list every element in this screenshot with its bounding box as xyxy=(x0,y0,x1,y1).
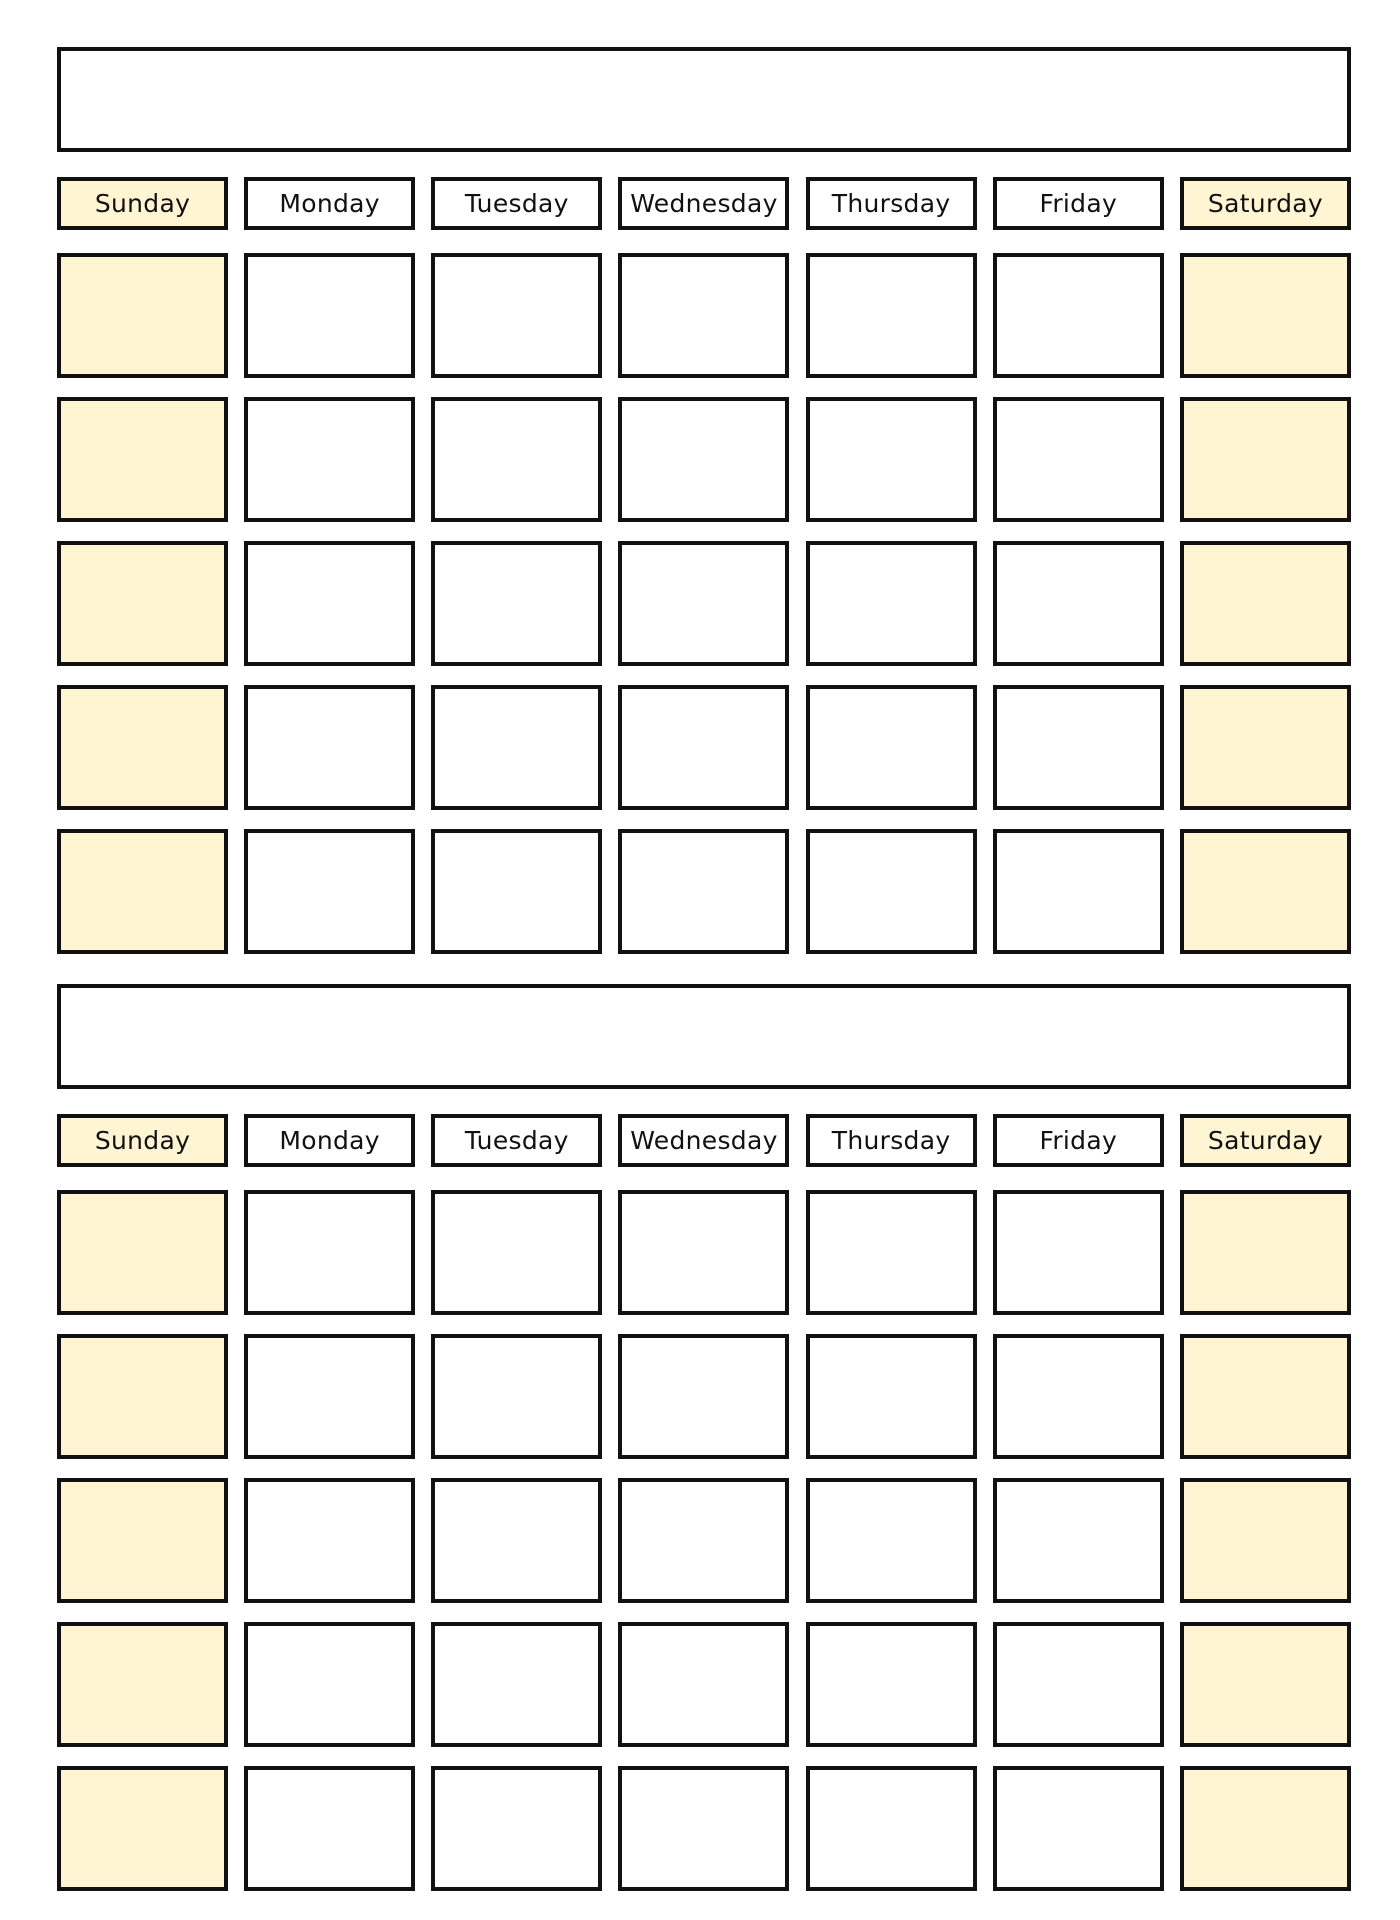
day-cell[interactable] xyxy=(244,829,415,954)
day-header-monday: Monday xyxy=(244,177,415,230)
day-header-wednesday: Wednesday xyxy=(618,177,789,230)
day-cell[interactable] xyxy=(57,1478,228,1603)
day-cell[interactable] xyxy=(431,1622,602,1747)
day-cell[interactable] xyxy=(1180,541,1351,666)
day-cell[interactable] xyxy=(244,1622,415,1747)
day-cell[interactable] xyxy=(806,685,977,810)
day-cell[interactable] xyxy=(618,1478,789,1603)
day-header-tuesday: Tuesday xyxy=(431,177,602,230)
day-cell[interactable] xyxy=(1180,1334,1351,1459)
day-cell[interactable] xyxy=(431,1190,602,1315)
day-cell[interactable] xyxy=(806,1190,977,1315)
day-cell[interactable] xyxy=(57,685,228,810)
day-cell[interactable] xyxy=(244,1334,415,1459)
day-cell[interactable] xyxy=(57,1190,228,1315)
day-cell[interactable] xyxy=(431,685,602,810)
day-cell[interactable] xyxy=(1180,1622,1351,1747)
day-cell[interactable] xyxy=(57,1766,228,1891)
day-cell[interactable] xyxy=(618,1622,789,1747)
day-cell[interactable] xyxy=(993,253,1164,378)
day-cell[interactable] xyxy=(57,397,228,522)
day-cell[interactable] xyxy=(244,253,415,378)
day-header-wednesday: Wednesday xyxy=(618,1114,789,1167)
day-cell[interactable] xyxy=(806,253,977,378)
day-header-saturday: Saturday xyxy=(1180,177,1351,230)
day-cell[interactable] xyxy=(431,1766,602,1891)
day-cell[interactable] xyxy=(806,1478,977,1603)
day-cell[interactable] xyxy=(993,829,1164,954)
day-cell[interactable] xyxy=(993,685,1164,810)
day-cell[interactable] xyxy=(993,397,1164,522)
day-cell[interactable] xyxy=(618,685,789,810)
day-cell[interactable] xyxy=(244,397,415,522)
calendar-month-1 xyxy=(57,47,1351,954)
calendar-month-2 xyxy=(57,984,1351,1891)
day-cell[interactable] xyxy=(618,829,789,954)
calendar-sheet xyxy=(57,47,1351,1891)
month-title-box[interactable] xyxy=(57,984,1351,1089)
day-header-monday: Monday xyxy=(244,1114,415,1167)
day-cell[interactable] xyxy=(618,1190,789,1315)
day-cell[interactable] xyxy=(244,1766,415,1891)
day-cell[interactable] xyxy=(244,541,415,666)
day-cell[interactable] xyxy=(1180,397,1351,522)
day-cell[interactable] xyxy=(244,685,415,810)
day-cell[interactable] xyxy=(618,1334,789,1459)
day-header-sunday: Sunday xyxy=(57,177,228,230)
day-cell[interactable] xyxy=(244,1190,415,1315)
day-cell[interactable] xyxy=(1180,829,1351,954)
day-header-saturday: Saturday xyxy=(1180,1114,1351,1167)
weekday-header-row xyxy=(57,1114,1351,1167)
day-cell[interactable] xyxy=(431,829,602,954)
day-header-friday: Friday xyxy=(993,177,1164,230)
day-cell[interactable] xyxy=(1180,253,1351,378)
day-cell[interactable] xyxy=(244,1478,415,1603)
month-title-box[interactable] xyxy=(57,47,1351,152)
day-cell[interactable] xyxy=(57,1334,228,1459)
day-cell[interactable] xyxy=(1180,685,1351,810)
weekday-header-row xyxy=(57,177,1351,230)
day-cell[interactable] xyxy=(1180,1190,1351,1315)
day-cell[interactable] xyxy=(618,1766,789,1891)
day-cell[interactable] xyxy=(806,397,977,522)
day-grid xyxy=(57,253,1351,954)
day-cell[interactable] xyxy=(431,1478,602,1603)
day-cell[interactable] xyxy=(806,829,977,954)
day-cell[interactable] xyxy=(806,1334,977,1459)
day-grid xyxy=(57,1190,1351,1891)
day-cell[interactable] xyxy=(993,1190,1164,1315)
day-cell[interactable] xyxy=(806,1766,977,1891)
day-cell[interactable] xyxy=(993,1334,1164,1459)
day-header-sunday: Sunday xyxy=(57,1114,228,1167)
day-header-thursday: Thursday xyxy=(806,177,977,230)
day-cell[interactable] xyxy=(1180,1766,1351,1891)
day-cell[interactable] xyxy=(431,253,602,378)
day-cell[interactable] xyxy=(57,829,228,954)
day-cell[interactable] xyxy=(993,541,1164,666)
day-cell[interactable] xyxy=(431,397,602,522)
day-cell[interactable] xyxy=(1180,1478,1351,1603)
day-cell[interactable] xyxy=(993,1478,1164,1603)
day-cell[interactable] xyxy=(618,397,789,522)
day-cell[interactable] xyxy=(57,253,228,378)
day-cell[interactable] xyxy=(618,541,789,666)
day-cell[interactable] xyxy=(806,1622,977,1747)
day-header-thursday: Thursday xyxy=(806,1114,977,1167)
day-cell[interactable] xyxy=(993,1766,1164,1891)
day-header-tuesday: Tuesday xyxy=(431,1114,602,1167)
day-cell[interactable] xyxy=(57,541,228,666)
day-header-friday: Friday xyxy=(993,1114,1164,1167)
day-cell[interactable] xyxy=(993,1622,1164,1747)
day-cell[interactable] xyxy=(57,1622,228,1747)
day-cell[interactable] xyxy=(806,541,977,666)
day-cell[interactable] xyxy=(618,253,789,378)
day-cell[interactable] xyxy=(431,1334,602,1459)
day-cell[interactable] xyxy=(431,541,602,666)
